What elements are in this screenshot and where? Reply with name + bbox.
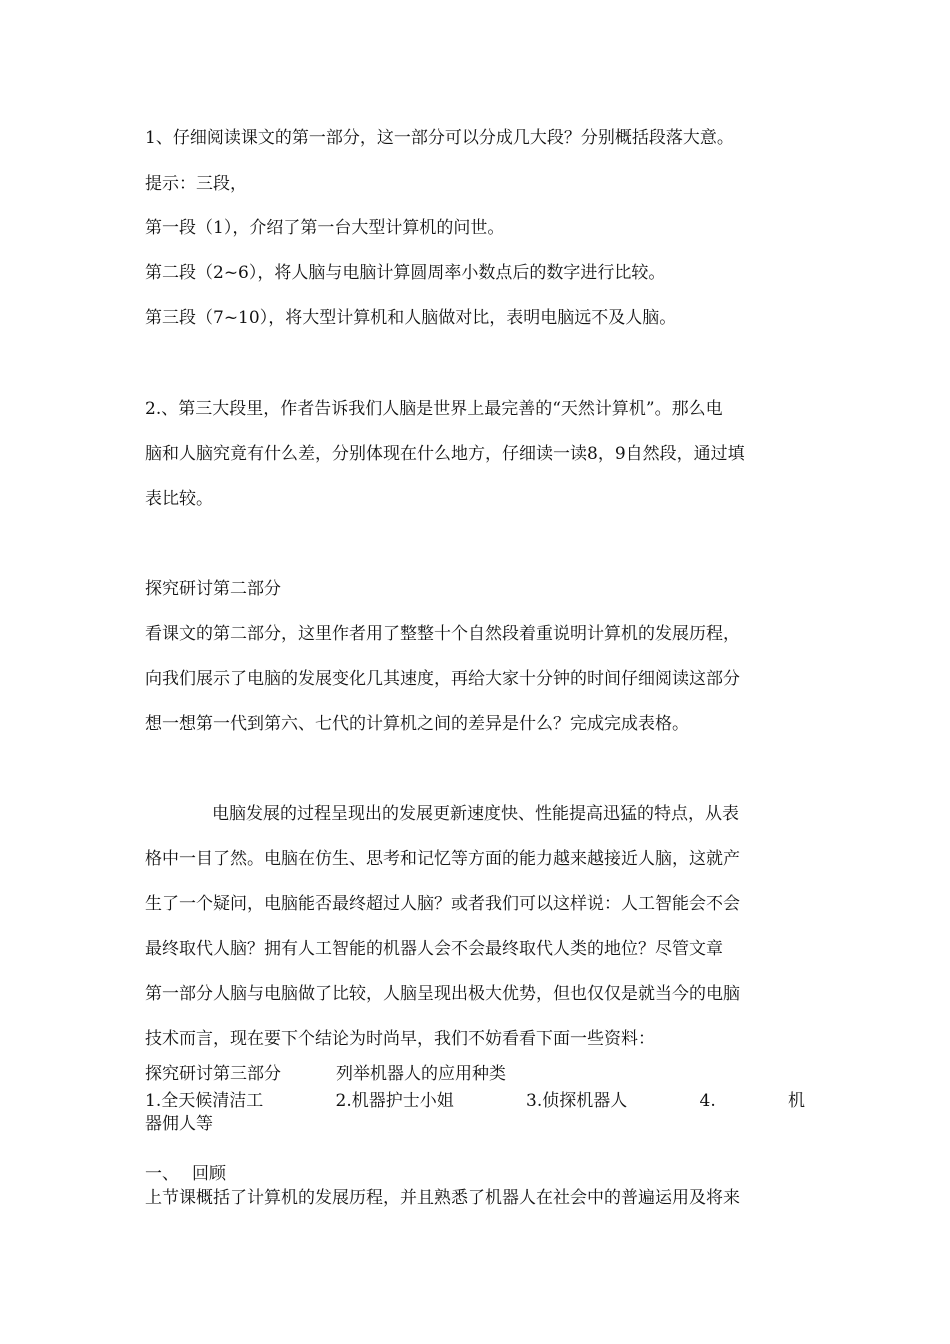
paragraph-3-summary: 第三段（7~10），将大型计算机和人脑做对比，表明电脑远不及人脑。 bbox=[145, 308, 677, 328]
hint-text: 提示：三段， bbox=[145, 174, 247, 194]
question-2-line: 2.、第三大段里，作者告诉我们人脑是世界上最完善的“天然计算机”。那么电 bbox=[145, 399, 723, 419]
robot-item: 3.侦探机器人 bbox=[526, 1091, 628, 1111]
robot-applications-heading: 列举机器人的应用种类 bbox=[336, 1064, 506, 1084]
question-2-line: 表比较。 bbox=[145, 489, 213, 509]
review-number: 一、 bbox=[145, 1164, 179, 1184]
robot-list-continuation: 器佣人等 bbox=[145, 1114, 213, 1134]
paragraph-1-summary: 第一段（1），介绍了第一台大型计算机的问世。 bbox=[145, 218, 505, 238]
discussion-line: 电脑发展的过程呈现出的发展更新速度快、性能提高迅猛的特点，从表 bbox=[212, 804, 739, 824]
section-heading-part-2: 探究研讨第二部分 bbox=[145, 579, 281, 599]
robot-item: 4. bbox=[699, 1091, 716, 1111]
robot-item: 机 bbox=[788, 1091, 805, 1111]
section-heading-part-3: 探究研讨第三部分 bbox=[145, 1064, 281, 1084]
robot-list bbox=[145, 1090, 805, 1112]
robot-item: 1.全天候清洁工 bbox=[145, 1091, 264, 1111]
discussion-line: 技术而言，现在要下个结论为时尚早，我们不妨看看下面一些资料： bbox=[145, 1029, 655, 1049]
review-text: 上节课概括了计算机的发展历程，并且熟悉了机器人在社会中的普遍运用及将来 bbox=[145, 1188, 740, 1208]
discussion-line: 最终取代人脑？拥有人工智能的机器人会不会最终取代人类的地位？尽管文章 bbox=[145, 939, 723, 959]
paragraph-2-summary: 第二段（2~6），将人脑与电脑计算圆周率小数点后的数字进行比较。 bbox=[145, 263, 666, 283]
review-heading: 回顾 bbox=[192, 1164, 226, 1184]
part-2-line: 想一想第一代到第六、七代的计算机之间的差异是什么？完成完成表格。 bbox=[145, 714, 689, 734]
discussion-line: 生了一个疑问，电脑能否最终超过人脑？或者我们可以这样说：人工智能会不会 bbox=[145, 894, 740, 914]
question-1: 1、仔细阅读课文的第一部分，这一部分可以分成几大段？分别概括段落大意。 bbox=[145, 128, 734, 148]
part-2-line: 看课文的第二部分，这里作者用了整整十个自然段着重说明计算机的发展历程， bbox=[145, 624, 740, 644]
part-2-line: 向我们展示了电脑的发展变化几其速度，再给大家十分钟的时间仔细阅读这部分 bbox=[145, 669, 740, 689]
robot-item: 2.机器护士小姐 bbox=[335, 1091, 454, 1111]
discussion-line: 格中一目了然。电脑在仿生、思考和记忆等方面的能力越来越接近人脑，这就产 bbox=[145, 849, 740, 869]
question-2-line: 脑和人脑究竟有什么差，分别体现在什么地方，仔细读一读8，9自然段，通过填 bbox=[145, 444, 745, 464]
discussion-line: 第一部分人脑与电脑做了比较，人脑呈现出极大优势，但也仅仅是就当今的电脑 bbox=[145, 984, 740, 1004]
